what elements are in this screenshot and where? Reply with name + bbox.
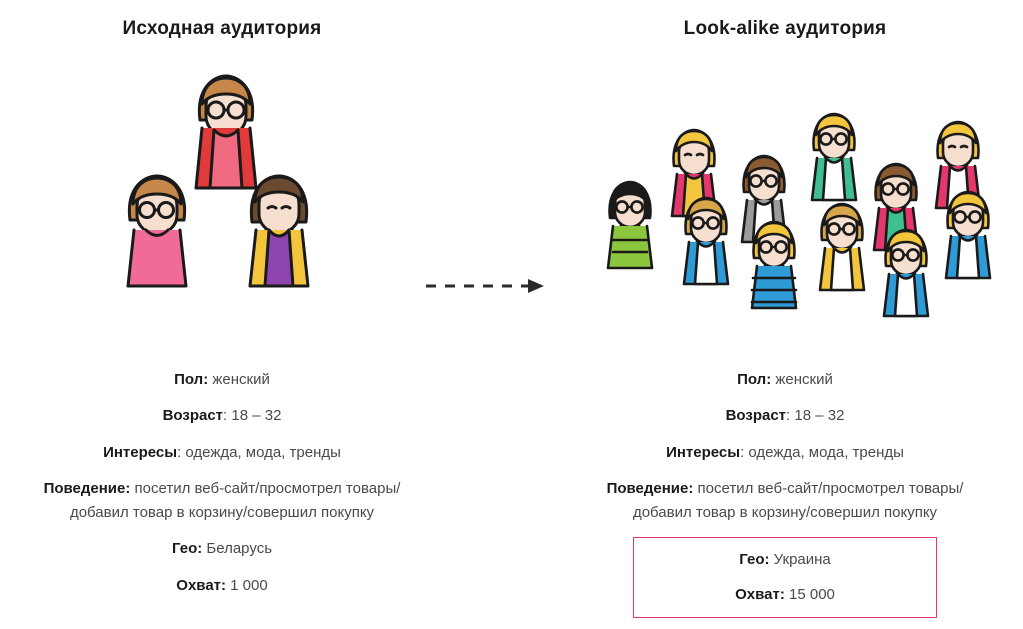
la-person-8	[743, 216, 805, 314]
attribute-row	[575, 477, 995, 526]
attribute-value: посетил веб-сайт/просмотрел товары/добавил товар в корзину/совершил покупку	[632, 479, 964, 522]
lookalike-audience-attributes	[575, 368, 995, 618]
attribute-row	[12, 441, 432, 465]
attribute-key: Поведение:	[43, 479, 131, 497]
attribute-row	[12, 368, 432, 392]
la-person-3	[599, 176, 661, 274]
la-person-10	[937, 186, 999, 284]
la-person-7	[675, 192, 737, 290]
attribute-key: Интересы	[103, 443, 178, 461]
attribute-key: Интересы	[666, 443, 741, 461]
attribute-key: Пол:	[737, 371, 772, 388]
attribute-row	[575, 441, 995, 465]
attribute-key: Охват:	[735, 585, 785, 603]
attribute-key: Возраст	[725, 407, 787, 425]
attribute-key: Гео:	[171, 540, 203, 558]
la-person-11	[811, 198, 873, 296]
attribute-row	[640, 548, 930, 572]
la-person-2	[803, 108, 865, 206]
attribute-value: женский	[771, 371, 833, 388]
attribute-row	[12, 404, 432, 428]
dashed-arrow	[424, 276, 550, 296]
attribute-value: женский	[208, 371, 270, 388]
attribute-row	[12, 537, 432, 561]
attribute-row	[575, 404, 995, 428]
lookalike-audience-title: Look-alike аудитория	[683, 18, 887, 39]
attribute-value: : одежда, мода, тренды	[740, 443, 904, 461]
attribute-row	[12, 477, 432, 526]
attribute-row	[575, 368, 995, 392]
la-person-9	[875, 224, 937, 322]
person-right	[238, 168, 320, 294]
person-left	[116, 168, 198, 294]
attribute-value: посетил веб-сайт/просмотрел товары/добавил товар в корзину/совершил покупку	[69, 479, 401, 522]
source-audience-attributes	[12, 368, 432, 610]
lookalike-audience-panel	[575, 0, 995, 629]
attribute-value: Украина	[769, 551, 831, 569]
attribute-value: Беларусь	[202, 540, 273, 558]
source-audience-title: Исходная аудитория	[122, 18, 322, 39]
attribute-row	[12, 574, 432, 598]
attribute-value: : 18 – 32	[223, 407, 282, 425]
attribute-key: Возраст	[162, 407, 224, 425]
attribute-key: Охват:	[176, 576, 226, 594]
attribute-key: Гео:	[739, 551, 770, 569]
attribute-value: 15 000	[784, 585, 835, 603]
source-audience-panel	[12, 0, 432, 629]
attribute-value: 1 000	[226, 576, 268, 594]
attribute-value: : 18 – 32	[786, 407, 845, 425]
attribute-value: : одежда, мода, тренды	[177, 443, 341, 461]
attribute-key: Поведение:	[606, 479, 694, 497]
attribute-row	[640, 583, 930, 607]
lookalike-audience-people-cluster	[575, 58, 995, 318]
source-audience-people-cluster	[12, 58, 432, 318]
attribute-key: Пол:	[174, 371, 209, 388]
highlighted-difference-box	[633, 537, 937, 618]
